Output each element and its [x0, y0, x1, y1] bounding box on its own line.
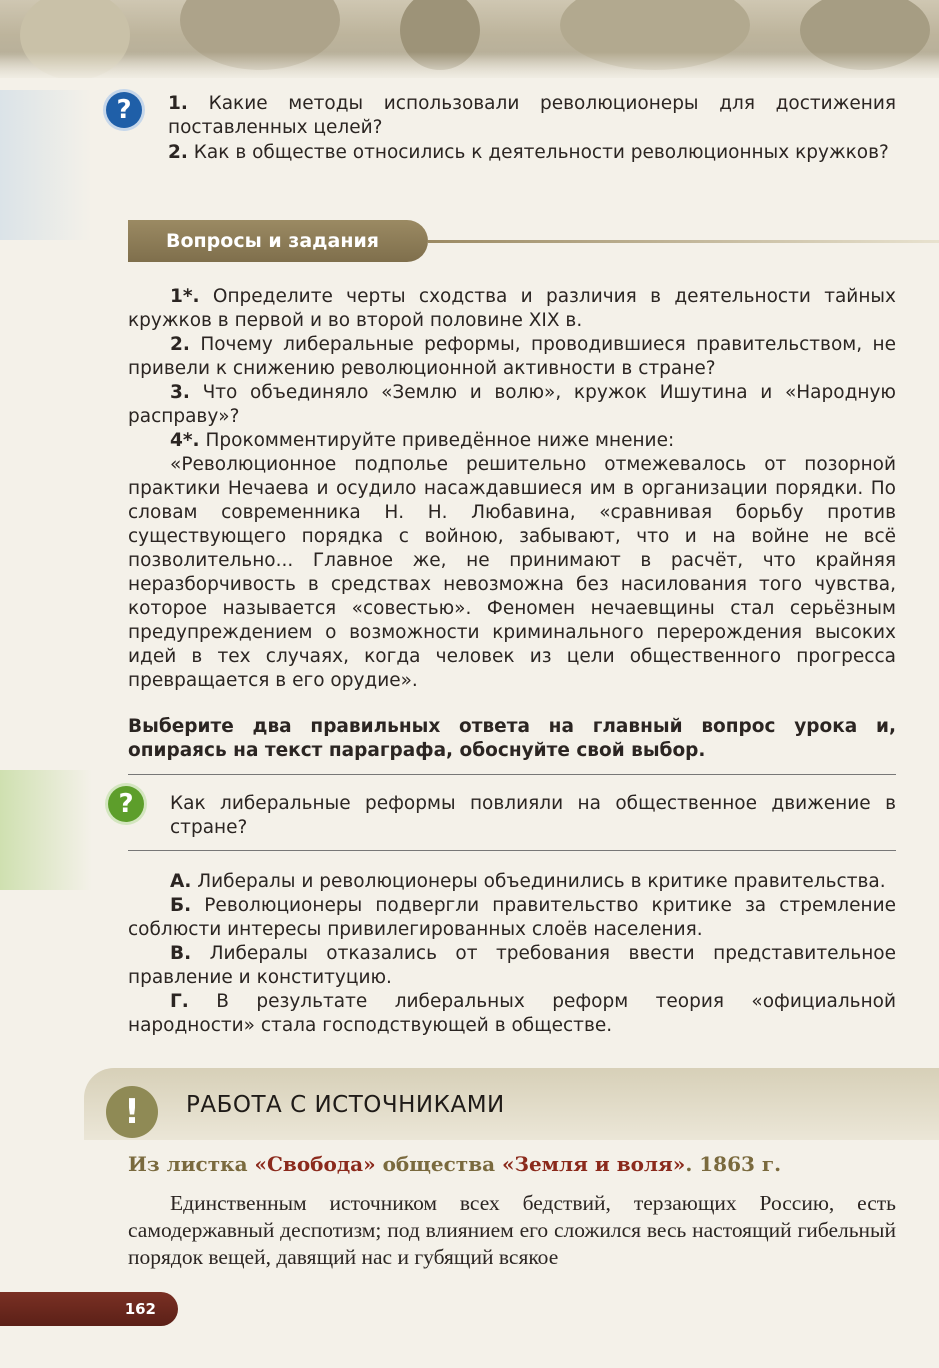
task-4: 4*. Прокомментируйте приведённое ниже мнение: — [170, 430, 675, 451]
source-text: Единственным источником всех бедствий, терзающих Россию, есть самодержавный деспотизм; под влиянием его сложился весь настоящий гибельный порядок вещей, давящий нас и губящий всякое — [128, 1191, 896, 1269]
answer-v: В. Либералы отказались от требования ввести представительное правление и конституцию. — [128, 943, 896, 988]
margin-decoration — [0, 90, 92, 240]
answer-a: А. Либералы и революционеры объединились в критике правительства. — [170, 871, 886, 892]
review-question-2: 2. Как в обществе относились к деятельности революционных кружков? — [168, 142, 889, 163]
source-document-title: Из листка «Свобода» общества «Земля и воля». 1863 г. — [128, 1152, 782, 1176]
header-illustration-banner — [0, 0, 939, 78]
answer-b: Б. Революционеры подвергли правительство критике за стремление соблюсти интересы привилегированных слоёв населения. — [128, 895, 896, 940]
question-icon: ? — [106, 92, 142, 128]
main-question: Как либеральные реформы повлияли на общественное движение в стране? — [170, 793, 896, 838]
answer-g: Г. В результате либеральных реформ теория «официальной народности» стала господствующей в обществе. — [128, 991, 897, 1036]
question-icon: ? — [108, 786, 144, 822]
task-2: 2. Почему либеральные реформы, проводившиеся правительством, не привели к снижению революционной активности в стране? — [128, 334, 896, 379]
sources-heading: РАБОТА С ИСТОЧНИКАМИ — [186, 1092, 505, 1118]
exclamation-icon: ! — [106, 1086, 158, 1138]
rule-top — [128, 774, 896, 775]
choice-prompt: Выберите два правильных ответа на главный вопрос урока и, опираясь на текст параграфа, обоснуйте свой выбор. — [128, 716, 896, 761]
section-divider — [428, 240, 939, 243]
quoted-opinion: «Революционное подполье решительно отмежевалось от позорной практики Нечаева и осудило насаждавшиеся им в организации порядки. По словам современника Н. Н. Любавина, «сравнивая борьбу против существующего порядка с войною, забывают, что и на войне не всё позволительно... Главное же, не принимают в расчёт, что крайняя неразборчивость в средствах невозможна без насилования того чувства, которое называется «совестью». Феномен нечаевщины стал серьёзным предупреждением о возможности криминального перерождения высоких идей в тех случаях, когда человек из цели общественного прогресса превращается в его орудие». — [128, 454, 896, 691]
page-number: 162 — [0, 1292, 178, 1326]
task-1: 1*. Определите черты сходства и различия в деятельности тайных кружков в первой и во второй половине XIX в. — [128, 286, 896, 331]
task-3: 3. Что объединяло «Землю и волю», кружок Ишутина и «Народную расправу»? — [128, 382, 896, 427]
review-question-1: 1. Какие методы использовали революционеры для достижения поставленных целей? — [168, 93, 896, 138]
rule-bottom — [128, 850, 896, 851]
section-heading: Вопросы и задания — [128, 220, 428, 262]
margin-green-tab — [0, 770, 92, 890]
